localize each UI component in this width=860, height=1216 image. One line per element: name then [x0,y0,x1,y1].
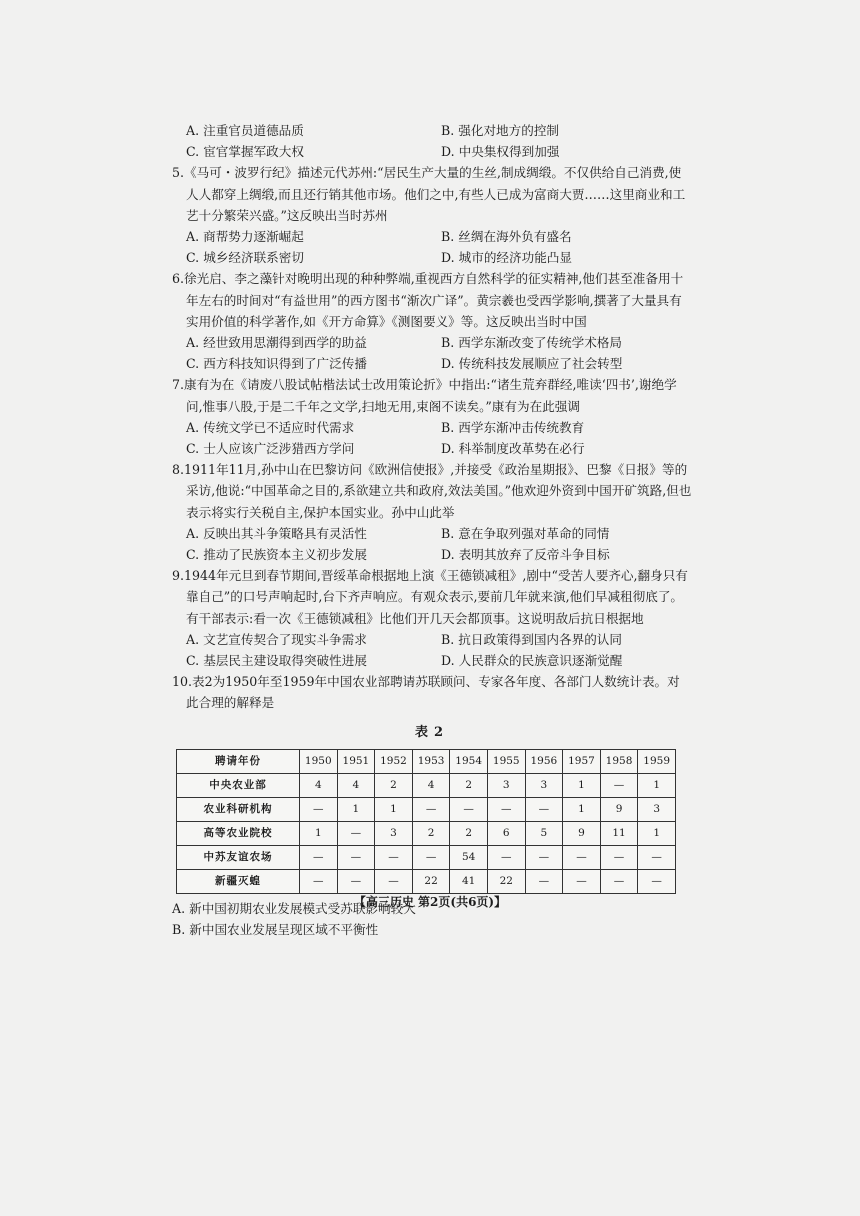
q6-option-d: D. 传统科技发展顺应了社会转型 [441,356,623,372]
table-cell: — [487,797,525,821]
table-row [177,845,676,869]
table-cell: 41 [450,869,488,893]
row-label: 新疆灭蝗 [177,869,300,893]
year-cell: 1958 [600,749,638,773]
year-cell: 1953 [412,749,450,773]
q6-option-c: C. 西方科技知识得到了广泛传播 [186,356,367,372]
table-cell: — [525,845,563,869]
year-cell: 1957 [563,749,601,773]
table-cell: — [525,869,563,893]
q9-stem: 9.1944年元旦到春节期间,晋绥革命根据地上演《王德锁减租》,剧中“受苦人要齐心,翻身只有靠自己”的口号声响起时,台下齐声响应。有观众表示,要前几年就来演,他们早减租彻底了。有干部表示:看一次《王德锁减租》比他们开几天会都顶事。这说明敌后抗日根据地 [172,568,688,626]
q8-stem: 8.1911年11月,孙中山在巴黎访问《欧洲信使报》,并接受《政治星期报》、巴黎《日报》等的采访,他说:“中国革命之目的,系欲建立共和政府,效法美国。”他欢迎外资到中国开矿筑路,但也表示将实行关税自主,保护本国实业。孙中山此举 [172,462,692,520]
q8-options [172,523,692,565]
row-label: 中苏友谊农场 [177,845,300,869]
table-cell: 1 [337,797,375,821]
page-footer: 【高三历史 第2页(共6页)】 [353,895,507,909]
soviet-experts-table [176,749,676,894]
q7-options [172,417,692,459]
year-cell: 1956 [525,749,563,773]
table-cell: — [600,869,638,893]
q5-option-d: D. 城市的经济功能凸显 [441,250,572,266]
q10-option-a: A. 新中国初期农业发展模式受苏联影响较大 [172,900,416,916]
table-cell: 1 [375,797,413,821]
table-cell: 11 [600,821,638,845]
row-label: 高等农业院校 [177,821,300,845]
q6-option-a: A. 经世致用思潮得到西学的助益 [186,335,367,351]
q4-option-a: A. 注重官员道德品质 [186,123,304,138]
q5-option-a: A. 商帮势力逐渐崛起 [186,229,304,245]
table-cell: — [412,845,450,869]
table-caption: 表2 [414,724,450,740]
year-cell: 1952 [375,749,413,773]
row-label: 农业科研机构 [177,797,300,821]
q7-option-c: C. 士人应该广泛涉猎西方学问 [186,441,355,457]
table-cell: — [600,773,638,797]
table-cell: 4 [412,773,450,797]
table-cell: — [450,797,488,821]
table-cell: — [375,869,413,893]
table-cell: 9 [600,797,638,821]
q4-option-c: C. 宦官掌握军政大权 [186,144,304,160]
table-cell: — [525,797,563,821]
q9-option-c: C. 基层民主建设取得突破性进展 [186,653,367,669]
table-row [177,797,676,821]
table-cell: 1 [300,821,338,845]
table-cell: 3 [375,821,413,845]
table-cell: 22 [487,869,525,893]
table-cell: — [600,845,638,869]
table-row [177,821,676,845]
table-cell: 4 [300,773,338,797]
table-cell: — [300,869,338,893]
q6-options [172,332,692,374]
table-cell: 3 [487,773,525,797]
q6-stem: 6.徐光启、李之藻针对晚明出现的种种弊端,重视西方自然科学的征实精神,他们甚至准备用十年左右的时间对“有益世用”的西方图书“渐次广译”。黄宗羲也受西学影响,撰著了大量具有实用价值的科学著作,如《开方命算》《测图要义》等。这反映出当时中国 [172,271,684,329]
table-cell: — [300,845,338,869]
table-cell: 1 [563,773,601,797]
table-header-row [177,749,676,773]
q10-stem: 10.表2为1950年至1959年中国农业部聘请苏联顾问、专家各年度、各部门人数统计表。对此合理的解释是 [172,674,680,711]
table-row [177,869,676,893]
table-cell: — [563,845,601,869]
table-cell: 6 [487,821,525,845]
year-cell: 1955 [487,749,525,773]
table-cell: 4 [337,773,375,797]
row-label: 中央农业部 [177,773,300,797]
q6-option-b: B. 西学东渐改变了传统学术格局 [441,335,622,351]
q8-option-b: B. 意在争取列强对革命的同情 [441,525,610,541]
year-cell: 1954 [450,749,488,773]
q8-option-c: C. 推动了民族资本主义初步发展 [186,547,367,563]
q4-option-d: D. 中央集权得到加强 [441,144,560,160]
table-row [177,773,676,797]
table-cell: — [638,869,676,893]
q5-option-c: C. 城乡经济联系密切 [186,250,304,266]
q7-option-b: B. 西学东渐冲击传统教育 [441,419,585,435]
table-cell: 22 [412,869,450,893]
table-cell: 2 [412,821,450,845]
table-cell: 2 [450,773,488,797]
q9-option-b: B. 抗日政策得到国内各界的认同 [441,631,622,647]
q9-option-d: D. 人民群众的民族意识逐渐觉醒 [441,653,623,669]
table-cell: 54 [450,845,488,869]
table-cell: — [337,869,375,893]
table-cell: 1 [563,797,601,821]
year-cell: 1951 [337,749,375,773]
table-cell: 2 [450,821,488,845]
q5-option-b: B. 丝绸在海外负有盛名 [441,229,572,245]
q8-option-a: A. 反映出其斗争策略具有灵活性 [186,525,367,541]
q4-option-b: B. 强化对地方的控制 [441,123,560,138]
q9-options [172,629,692,671]
table-cell: 9 [563,821,601,845]
table-cell: 1 [638,821,676,845]
table-cell: — [337,845,375,869]
table-cell: — [300,797,338,821]
q10-option-b: B. 新中国农业发展呈现区域不平衡性 [172,922,379,938]
table-cell: — [337,821,375,845]
table-header-label: 聘请年份 [177,749,300,773]
table-cell: 3 [638,797,676,821]
table-cell: — [375,845,413,869]
q7-stem: 7.康有为在《请废八股试帖楷法试士改用策论折》中指出:“诸生荒弃群经,唯读‘四书’,谢绝学问,惟事八股,于是二千年之文学,扫地无用,束阁不读矣。”康有为在此强调 [172,377,677,414]
q9-option-a: A. 文艺宣传契合了现实斗争需求 [186,631,367,647]
table-cell: — [563,869,601,893]
question-content [172,120,692,940]
table-cell: — [487,845,525,869]
table-cell: 1 [638,773,676,797]
q4-options [172,120,692,162]
table-cell: — [638,845,676,869]
year-cell: 1959 [638,749,676,773]
q5-options [172,226,692,268]
q7-option-d: D. 科举制度改革势在必行 [441,441,585,457]
table-cell: — [412,797,450,821]
q7-option-a: A. 传统文学已不适应时代需求 [186,419,355,435]
table-cell: 3 [525,773,563,797]
table-cell: 5 [525,821,563,845]
year-cell: 1950 [300,749,338,773]
q8-option-d: D. 表明其放弃了反帝斗争目标 [441,547,610,563]
q5-stem: 5.《马可・波罗行纪》描述元代苏州:“居民生产大量的生丝,制成绸缎。不仅供给自己消费,使人人都穿上绸缎,而且还行销其他市场。他们之中,有些人已成为富商大贾……这里商业和工艺十分繁荣兴盛。”这反映出当时苏州 [172,165,686,223]
table-cell: 2 [375,773,413,797]
